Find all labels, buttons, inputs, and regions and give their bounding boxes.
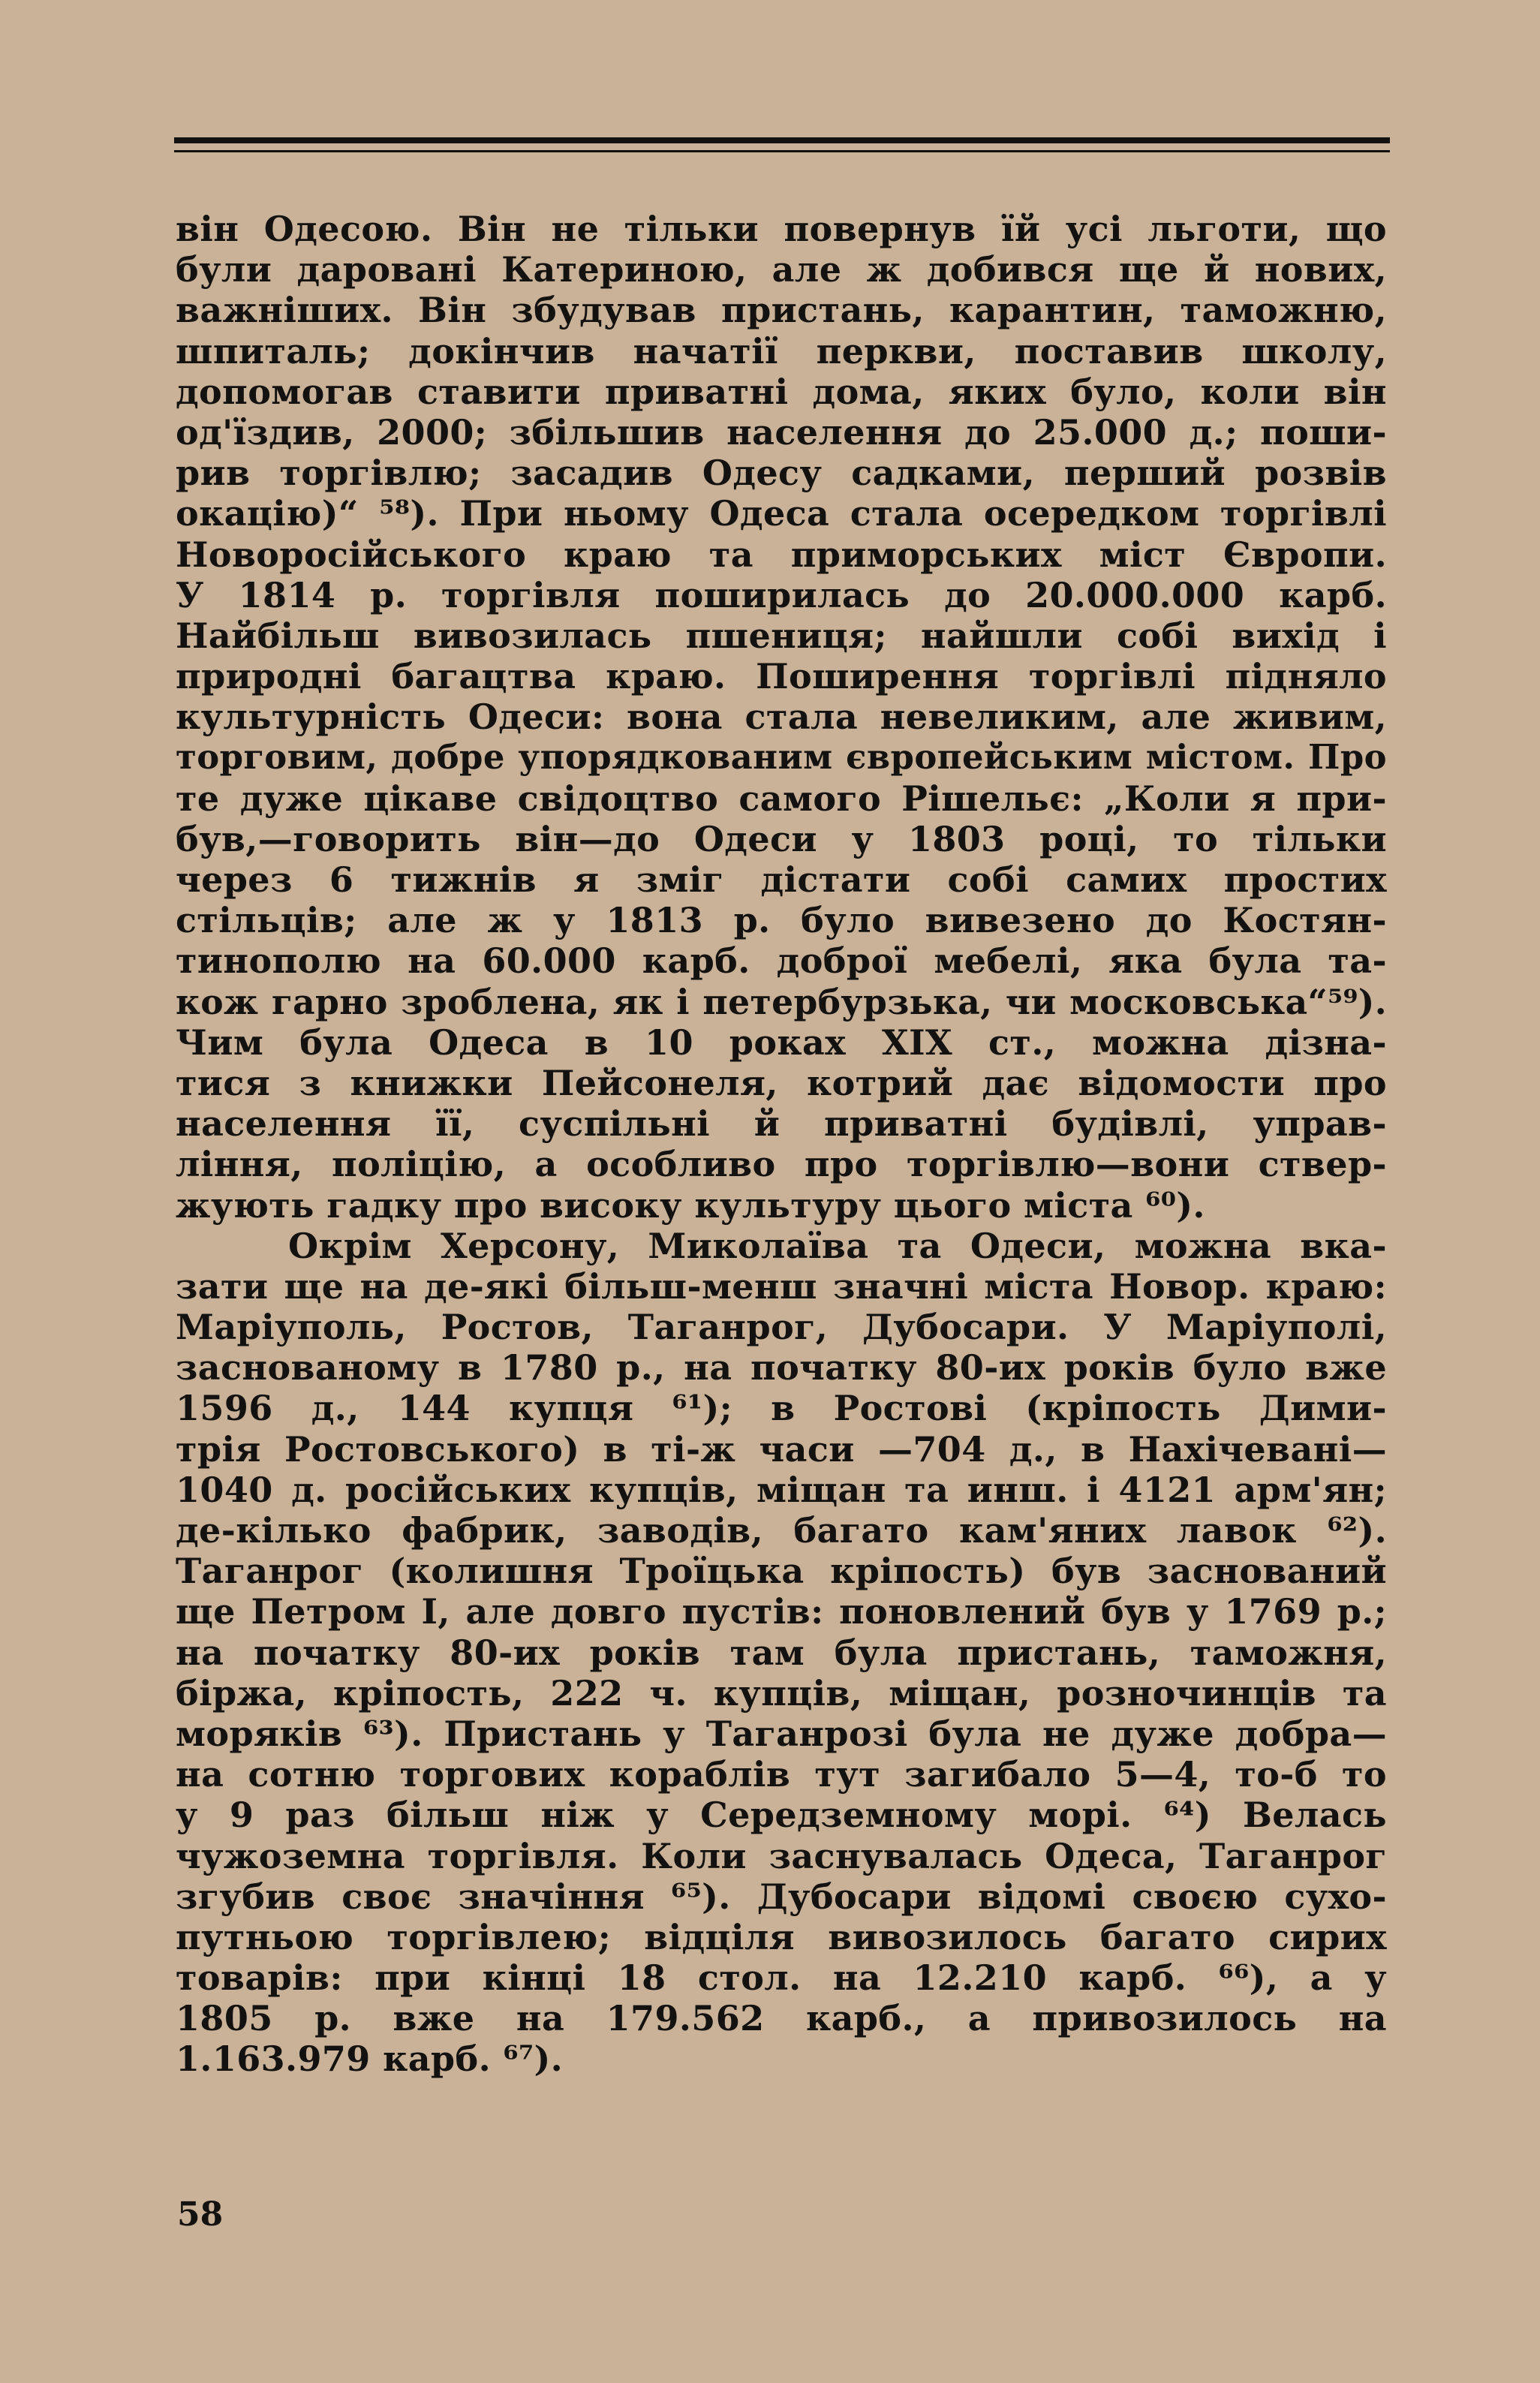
text-line: де-кілько фабрик, заводів, багато кам'яних лавок ⁶²). <box>176 1510 1387 1551</box>
body-text <box>176 209 1387 2080</box>
text-line: рив торгівлю; засадив Одесу садками, перший розвів <box>176 453 1387 494</box>
text-line: од'їздив, 2000; збільшив населення до 25.000 д.; поши- <box>176 411 1387 453</box>
text-line: ління, поліцію, а особливо про торгівлю—вони ствер- <box>176 1144 1387 1185</box>
text-line: біржа, кріпость, 222 ч. купців, міщан, розночинців та <box>176 1672 1387 1714</box>
page-number: 58 <box>177 2195 224 2234</box>
text-line: трія Ростовського) в ті-ж часи —704 д., в Нахічевані— <box>176 1428 1387 1470</box>
text-line: на початку 80-их років там була пристань, таможня, <box>176 1632 1387 1673</box>
text-line: Таганрог (колишня Троїцька кріпость) був заснований <box>176 1551 1387 1592</box>
text-line: Чим була Одеса в 10 роках XIX ст., можна дізна- <box>176 1022 1387 1063</box>
text-line: у 9 раз більш ніж у Середземному морі. ⁶⁴) Велась <box>176 1795 1387 1836</box>
text-line: Маріуполь, Ростов, Таганрог, Дубосари. У Маріуполі, <box>176 1307 1387 1348</box>
text-line: він Одесою. Він не тільки повернув їй усі льготи, що <box>176 209 1387 249</box>
header-rule-thick <box>174 137 1390 143</box>
text-line: допомогав ставити приватні дома, яких було, коли він <box>176 371 1387 412</box>
text-line: стільців; але ж у 1813 р. було вивезено до Костян- <box>176 900 1387 941</box>
text-line: через 6 тижнів я зміг дістати собі самих простих <box>176 859 1387 900</box>
text-line: на сотню торгових кораблів тут загибало 5—4, то-б то <box>176 1754 1387 1795</box>
text-line: 1596 д., 144 купця ⁶¹); в Ростові (кріпость Дими- <box>176 1388 1387 1429</box>
text-line: Окрім Херсону, Миколаїва та Одеси, можна вка- <box>288 1225 1387 1266</box>
text-line: Новоросійського краю та приморських міст Європи. <box>176 534 1387 575</box>
text-line: був,—говорить він—до Одеси у 1803 році, то тільки <box>176 818 1387 859</box>
text-line: ще Петром І, але довго пустів: поновлений був у 1769 р.; <box>176 1591 1387 1632</box>
text-line: Найбільш вивозилась пшениця; найшли собі вихід і <box>176 615 1387 656</box>
text-line: були даровані Катериною, але ж добився ще й нових, <box>176 249 1387 290</box>
text-line: тинополю на 60.000 карб. доброї мебелі, яка була та- <box>176 940 1387 982</box>
text-line: тися з книжки Пейсонеля, котрий дає відомости про <box>176 1062 1387 1103</box>
text-line: природні багацтва краю. Поширення торгівлі підняло <box>176 656 1387 697</box>
text-line: чужоземна торгівля. Коли заснувалась Одеса, Таганрог <box>176 1835 1387 1876</box>
text-line: заснованому в 1780 р., на початку 80-их років було вже <box>176 1347 1387 1389</box>
text-line: товарів: при кінці 18 стол. на 12.210 карб. ⁶⁶), а у <box>176 1957 1387 1999</box>
text-line: населення її, суспільні й приватні будівлі, управ- <box>176 1103 1387 1145</box>
text-line: 1040 д. російських купців, міщан та инш. і 4121 арм'ян; <box>176 1469 1387 1510</box>
header-rule-thin <box>174 150 1390 152</box>
text-line: важніших. Він збудував пристань, карантин, таможню, <box>176 290 1387 331</box>
text-line: 1805 р. вже на 179.562 карб., а привозилось на <box>176 1998 1387 2039</box>
text-line: моряків ⁶³). Пристань у Таганрозі була не дуже добра— <box>176 1713 1387 1754</box>
text-line: 1.163.979 карб. ⁶⁷). <box>176 2038 564 2080</box>
text-line: зати ще на де-які більш-менш значні міста Новор. краю: <box>176 1265 1387 1307</box>
text-line: У 1814 р. торгівля поширилась до 20.000.000 карб. <box>176 574 1387 615</box>
text-line: шпиталь; докінчив начатії перкви, поставив школу, <box>176 330 1387 372</box>
text-line: окацію)“ ⁵⁸). При ньому Одеса стала осередком торгівлі <box>176 493 1387 534</box>
text-line: згубив своє значіння ⁶⁵). Дубосари відомі своєю сухо- <box>176 1876 1387 1917</box>
text-line: те дуже цікаве свідоцтво самого Рішельє: „Коли я при- <box>176 778 1387 819</box>
text-line: торговим, добре упорядкованим європейським містом. Про <box>176 737 1387 778</box>
text-line: путньою торгівлею; відціля вивозилось багато сирих <box>176 1916 1387 1957</box>
text-line: культурність Одеси: вона стала невеликим, але живим, <box>176 697 1387 738</box>
text-line: жують гадку про високу культуру цього міста ⁶⁰). <box>176 1184 1205 1226</box>
text-line: кож гарно зроблена, як і петербурзька, чи московська“⁵⁹). <box>176 981 1387 1022</box>
